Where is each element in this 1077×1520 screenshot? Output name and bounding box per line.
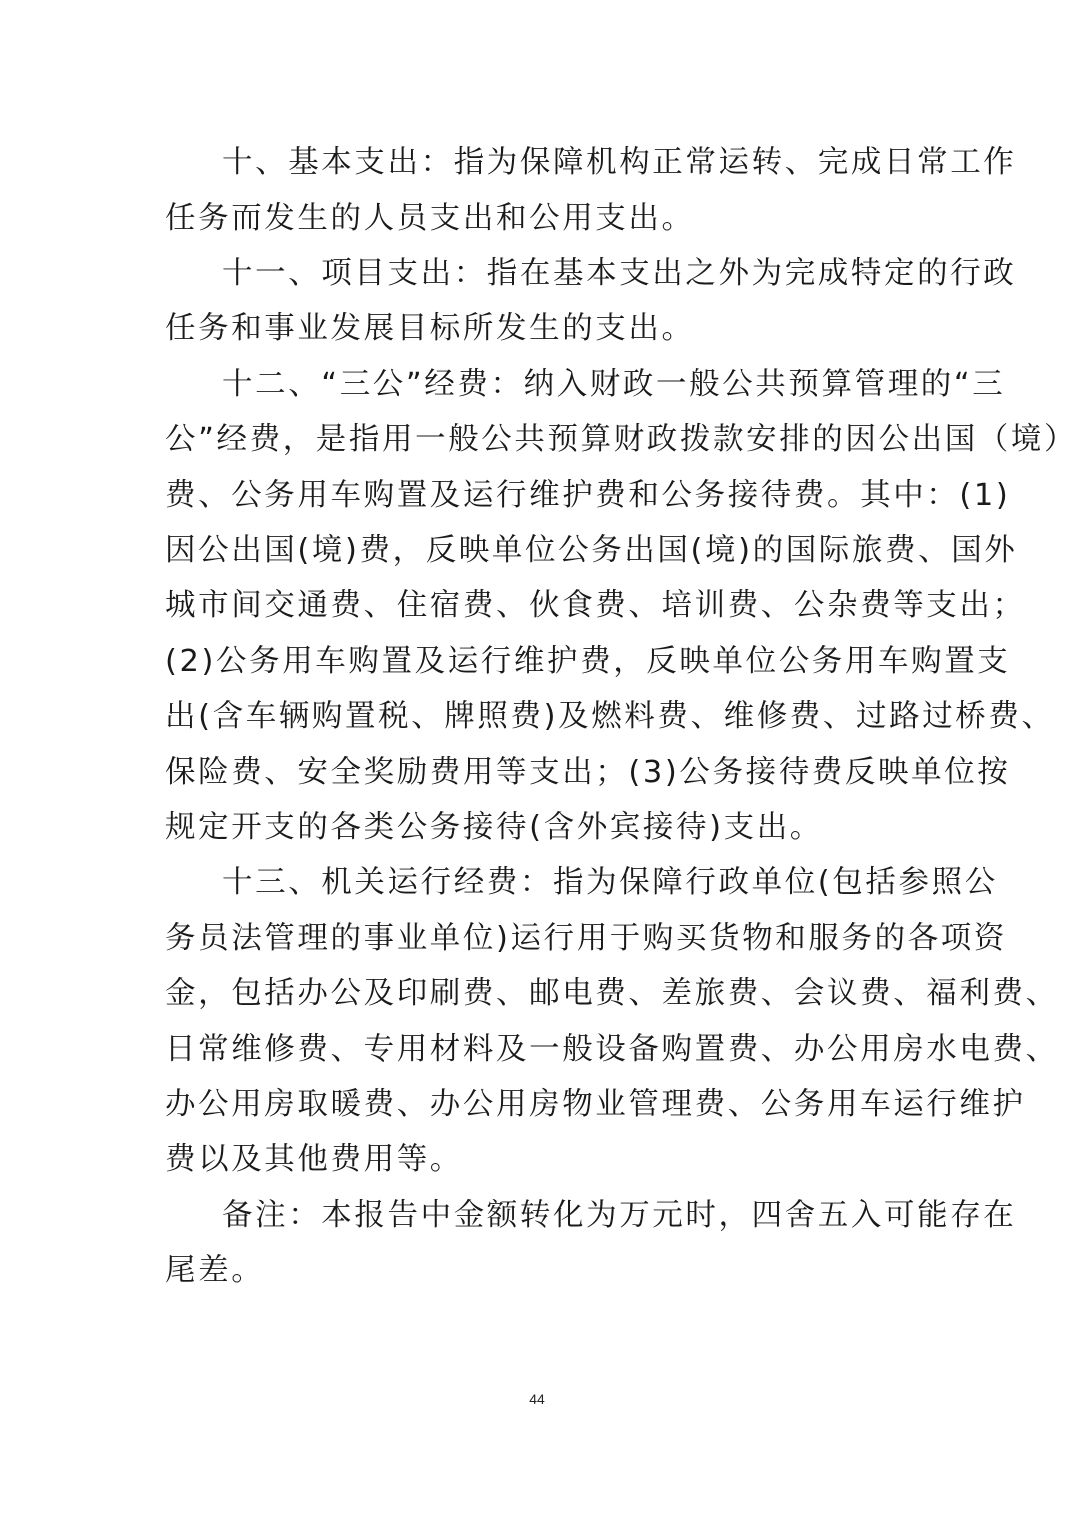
text-line: 日常维修费、专用材料及一般设备购置费、办公用房水电费、 xyxy=(165,1032,1059,1067)
text-line: 任务和事业发展目标所发生的支出。 xyxy=(165,311,695,346)
text-line: 公”经费，是指用一般公共预算财政拨款安排的因公出国（境） xyxy=(165,422,1077,457)
text-line: 十、基本支出：指为保障机构正常运转、完成日常工作 xyxy=(222,145,1017,180)
text-line: 备注：本报告中金额转化为万元时，四舍五入可能存在 xyxy=(222,1198,1017,1233)
text-line: 费、公务用车购置及运行维护费和公务接待费。其中：(1) xyxy=(165,478,1011,513)
text-line: 十二、“三公”经费：纳入财政一般公共预算管理的“三 xyxy=(222,367,1006,402)
text-line: 任务而发生的人员支出和公用支出。 xyxy=(165,201,695,236)
text-line: (2)公务用车购置及运行维护费，反映单位公务用车购置支 xyxy=(165,644,1011,679)
text-line: 城市间交通费、住宿费、伙食费、培训费、公杂费等支出； xyxy=(165,588,1026,623)
text-line: 因公出国(境)费，反映单位公务出国(境)的国际旅费、国外 xyxy=(165,533,1018,568)
text-line: 金，包括办公及印刷费、邮电费、差旅费、会议费、福利费、 xyxy=(165,976,1059,1011)
text-line: 务员法管理的事业单位)运行用于购买货物和服务的各项资 xyxy=(165,921,1007,956)
text-line: 费以及其他费用等。 xyxy=(165,1142,463,1177)
text-line: 办公用房取暖费、办公用房物业管理费、公务用车运行维护 xyxy=(165,1087,1026,1122)
text-line: 十三、机关运行经费：指为保障行政单位(包括参照公 xyxy=(222,865,998,900)
text-line: 十一、项目支出：指在基本支出之外为完成特定的行政 xyxy=(222,256,1017,291)
text-line: 保险费、安全奖励费用等支出；(3)公务接待费反映单位按 xyxy=(165,755,1011,790)
text-line: 规定开支的各类公务接待(含外宾接待)支出。 xyxy=(165,810,823,845)
text-line: 出(含车辆购置税、牌照费)及燃料费、维修费、过路过桥费、 xyxy=(165,699,1055,734)
page-number: 44 xyxy=(529,1391,545,1407)
text-line: 尾差。 xyxy=(165,1253,265,1288)
